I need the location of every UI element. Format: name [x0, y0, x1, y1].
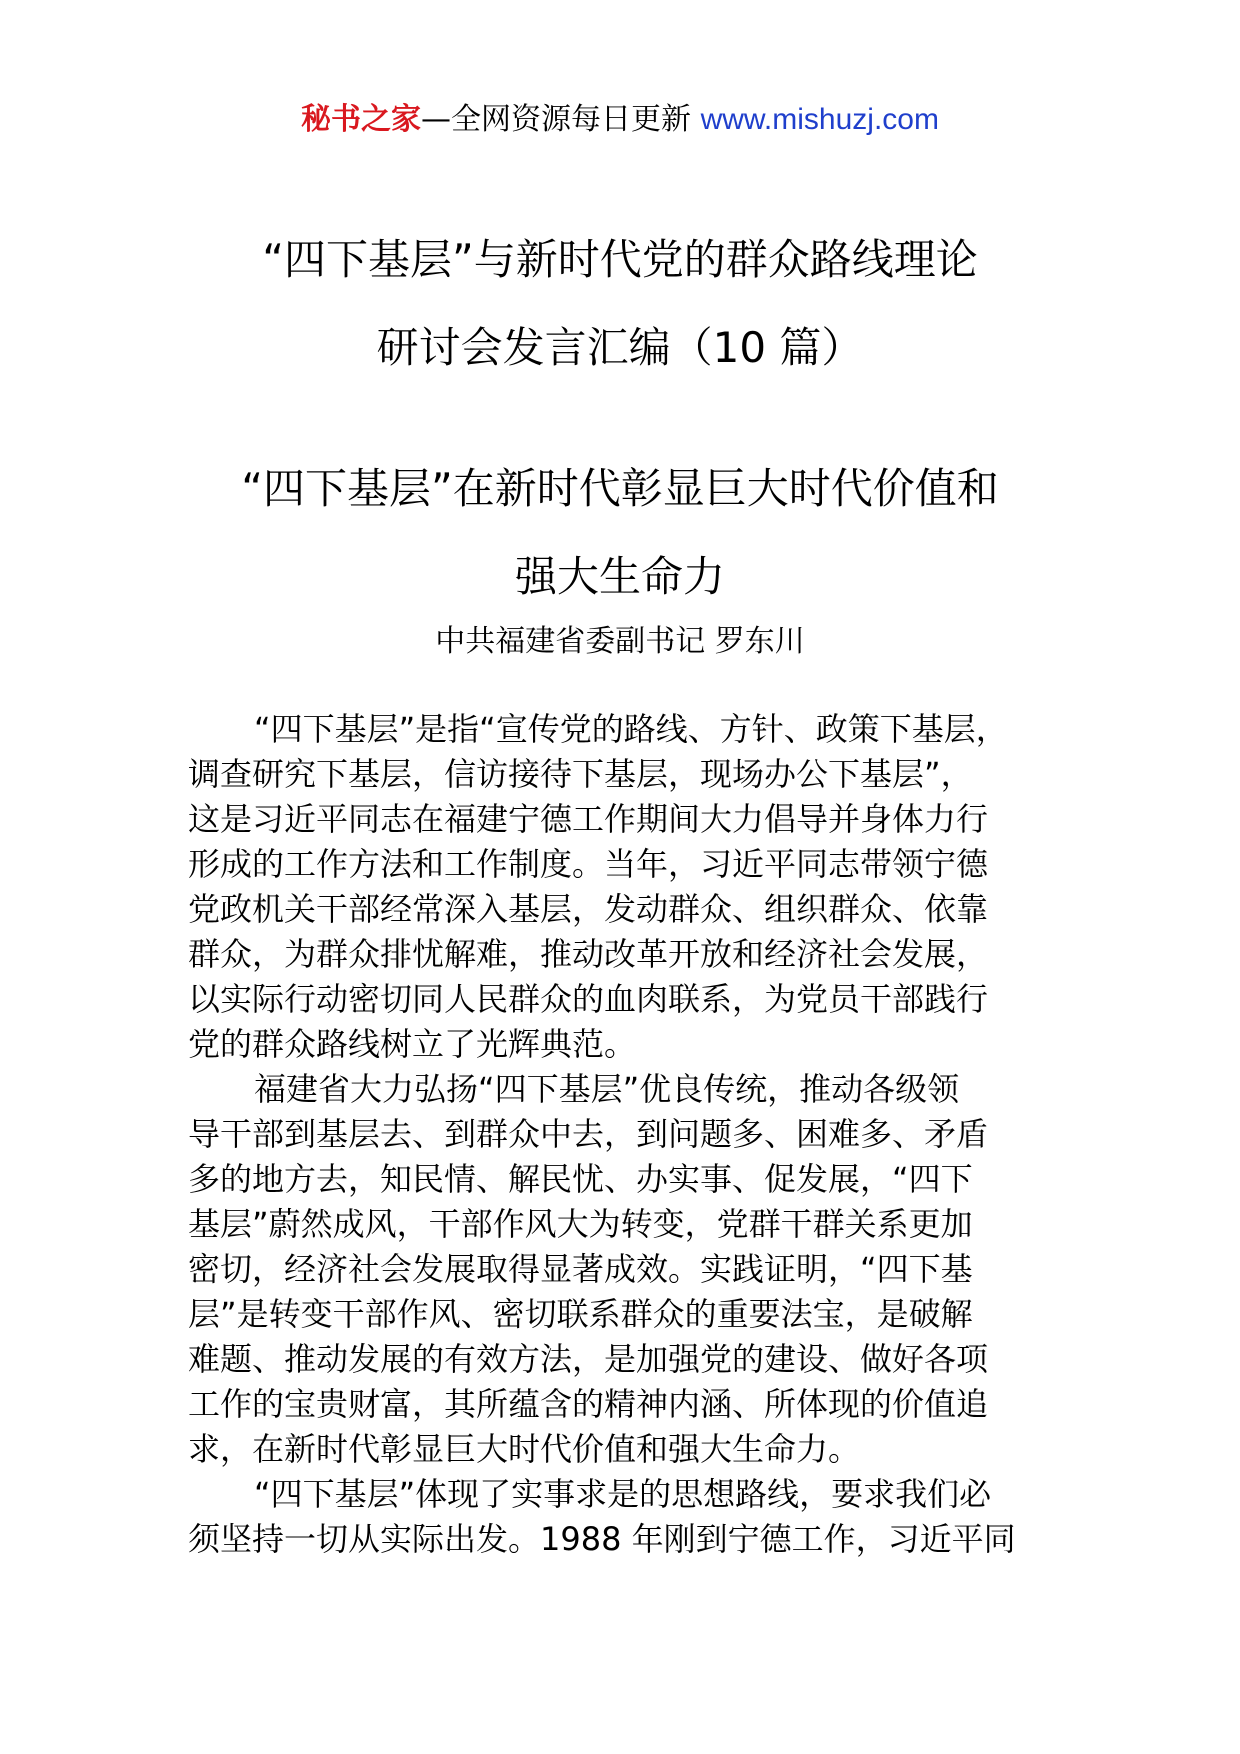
site-url-link[interactable]: www.mishuzj.com [700, 103, 939, 136]
body-line: 党政机关干部经常深入基层，发动群众、组织群众、依靠 [188, 890, 989, 928]
body-line: 群众，为群众排忧解难，推动改革开放和经济社会发展， [188, 935, 989, 973]
author-line: 中共福建省委副书记 罗东川 [435, 624, 805, 659]
body-line: 须坚持一切从实际出发。1988 年刚到宁德工作，习近平同 [188, 1520, 1016, 1558]
article-body [188, 707, 1048, 1562]
body-line: 求，在新时代彰显巨大时代价值和强大生命力。 [188, 1430, 861, 1468]
title-line: 研讨会发言汇编（10 篇） [376, 323, 864, 372]
document-title [0, 216, 1240, 392]
body-line: “四下基层”体现了实事求是的思想路线，要求我们必 [254, 1475, 992, 1513]
body-line: 形成的工作方法和工作制度。当年，习近平同志带领宁德 [188, 845, 989, 883]
body-line: 工作的宝贵财富，其所蕴含的精神内涵、所体现的价值追 [188, 1385, 989, 1423]
header-tagline: —全网资源每日更新 [421, 102, 701, 137]
body-line: 多的地方去，知民情、解民忧、办实事、促发展，“四下 [188, 1160, 973, 1198]
body-line: 这是习近平同志在福建宁德工作期间大力倡导并身体力行 [188, 800, 989, 838]
title-line: “四下基层”与新时代党的群众路线理论 [262, 235, 978, 284]
body-line: 调查研究下基层，信访接待下基层，现场办公下基层”， [188, 755, 973, 793]
body-line: 以实际行动密切同人民群众的血肉联系，为党员干部践行 [188, 980, 989, 1018]
article-title-line: 强大生命力 [514, 552, 725, 601]
body-line: 党的群众路线树立了光辉典范。 [188, 1025, 637, 1063]
body-line: 层”是转变干部作风、密切联系群众的重要法宝，是破解 [188, 1295, 973, 1333]
site-header [0, 100, 1240, 140]
article-title-line: “四下基层”在新时代彰显巨大时代价值和 [241, 464, 999, 513]
body-line: 难题、推动发展的有效方法，是加强党的建设、做好各项 [188, 1340, 989, 1378]
body-line: 福建省大力弘扬“四下基层”优良传统，推动各级领 [254, 1070, 960, 1108]
body-line: 基层”蔚然成风，干部作风大为转变，党群干群关系更加 [188, 1205, 973, 1243]
body-line: “四下基层”是指“宣传党的路线、方针、政策下基层， [254, 710, 1008, 748]
article-title [0, 445, 1240, 621]
body-line: 导干部到基层去、到群众中去，到问题多、困难多、矛盾 [188, 1115, 989, 1153]
brand-name: 秘书之家 [301, 102, 422, 137]
body-line: 密切，经济社会发展取得显著成效。实践证明，“四下基 [188, 1250, 973, 1288]
